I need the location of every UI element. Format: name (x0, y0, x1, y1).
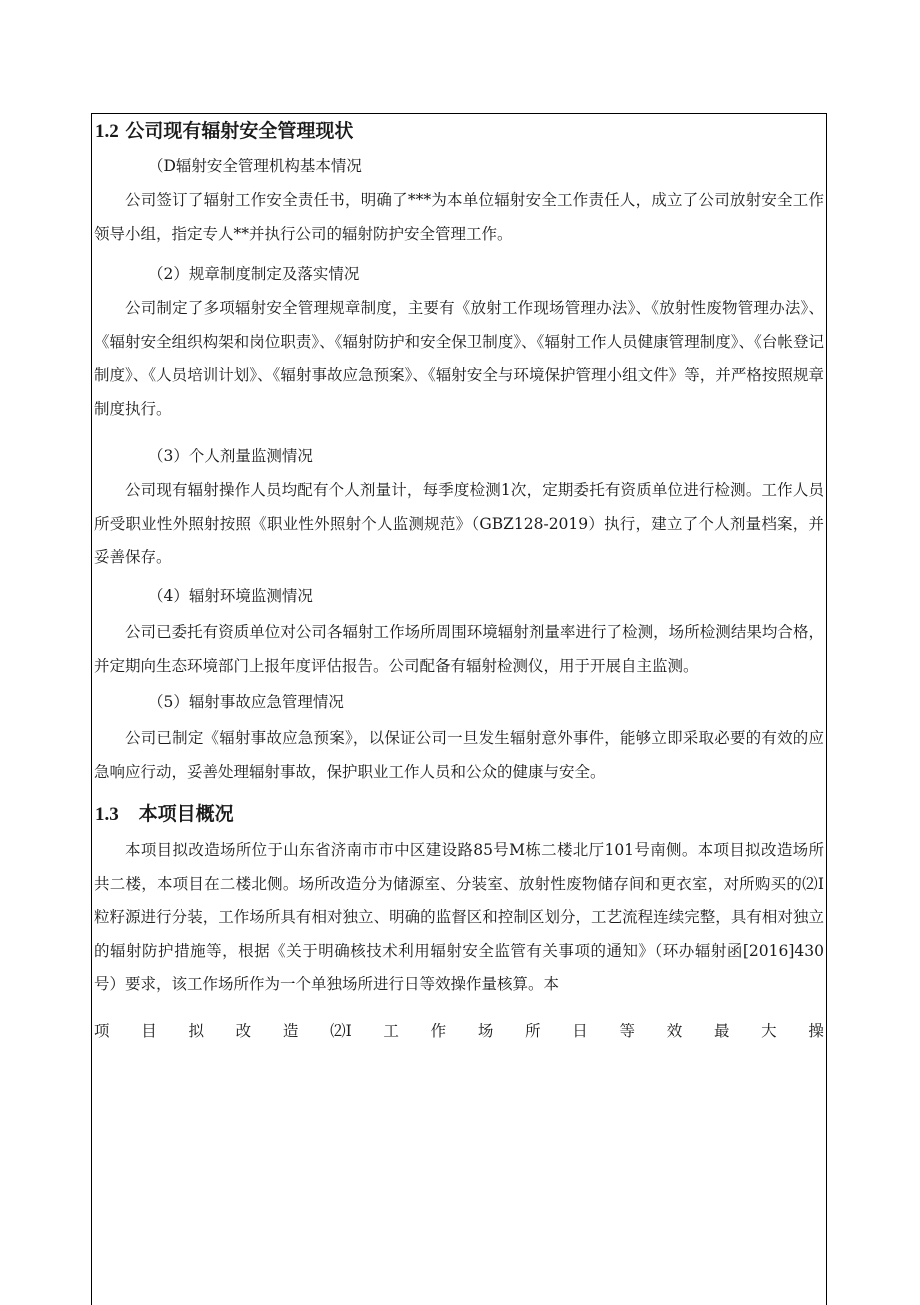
justified-word: 工 (383, 1022, 399, 1040)
subheading-5: （5）辐射事故应急管理情况 (148, 693, 344, 711)
paragraph-4: 公司已委托有资质单位对公司各辐射工作场所周围环境辐射剂量率进行了检测，场所检测结果均合格，并定期向生态环境部门上报年度评估报告。公司配备有辐射检测仪，用于开展自主监测。 (94, 623, 824, 675)
paragraph-2: 公司制定了多项辐射安全管理规章制度，主要有《放射工作现场管理办法》、《放射性废物管理办法》、《辐射安全组织构架和岗位职责》、《辐射防护和安全保卫制度》、《辐射工作人员健康管理制度》、《台帐登记制度》、《人员培训计划》、《辐射事故应急预案》、《辐射安全与环境保护管理小组文件》等，并严格按照规章制度执行。 (94, 299, 824, 418)
section-heading-1-2 (95, 117, 353, 146)
justified-word: 效 (666, 1022, 683, 1040)
section-heading-1-3 (95, 800, 234, 829)
justified-word: 日 (572, 1022, 588, 1040)
justified-word: 目 (141, 1022, 157, 1040)
document-frame (91, 113, 827, 1305)
paragraph-6: 本项目拟改造场所位于山东省济南市市中区建设路85号M栋二楼北厅101号南侧。本项目拟改造场所共二楼，本项目在二楼北侧。场所改造分为储源室、分装室、放射性废物储存间和更衣室，对所购买的⑵I粒籽源进行分装，工作场所具有相对独立、明确的监督区和控制区划分，工艺流程连续完整，具有相对独立的辐射防护措施等，根据《关于明确核技术利用辐射安全监管有关事项的通知》（环办辐射函[2016]430号）要求，该工作场所作为一个单独场所进行日等效操作量核算。本 (94, 841, 824, 993)
justified-word: 操 (808, 1022, 824, 1040)
subheading-4: （4）辐射环境监测情况 (148, 587, 313, 605)
justified-word: 大 (761, 1022, 777, 1040)
justified-word: 拟 (188, 1022, 204, 1040)
paragraph-5: 公司已制定《辐射事故应急预案》，以保证公司一旦发生辐射意外事件，能够立即采取必要的有效的应急响应行动，妥善处理辐射事故，保护职业工作人员和公众的健康与安全。 (94, 729, 824, 781)
justified-word: 作 (430, 1022, 447, 1040)
justified-word: 等 (619, 1022, 636, 1040)
section-title: 本项目概况 (138, 803, 234, 825)
section-number: 1.3 (95, 804, 119, 825)
subheading-3: （3）个人剂量监测情况 (148, 447, 313, 465)
justified-last-line (94, 1017, 824, 1045)
section-title: 公司现有辐射安全管理现状 (125, 120, 354, 142)
paragraph-1: 公司签订了辐射工作安全责任书，明确了***为本单位辐射安全工作责任人，成立了公司放射安全工作领导小组，指定专人**并执行公司的辐射防护安全管理工作。 (94, 191, 824, 243)
justified-word: 造 (282, 1022, 299, 1040)
justified-word: 所 (525, 1022, 541, 1040)
paragraph-3: 公司现有辐射操作人员均配有个人剂量计，每季度检测1次，定期委托有资质单位进行检测。工作人员所受职业性外照射按照《职业性外照射个人监测规范》（GBZ128-2019）执行，建立了个人剂量档案，并妥善保存。 (94, 481, 824, 566)
justified-word: 项 (94, 1022, 110, 1040)
subheading-1: （D辐射安全管理机构基本情况 (148, 157, 362, 175)
justified-word: 改 (235, 1022, 252, 1040)
justified-word: ⑵I (330, 1022, 352, 1040)
justified-word: 最 (713, 1022, 730, 1040)
subheading-2: （2）规章制度制定及落实情况 (148, 265, 360, 283)
justified-word: 场 (477, 1022, 494, 1040)
section-number: 1.2 (95, 121, 119, 142)
